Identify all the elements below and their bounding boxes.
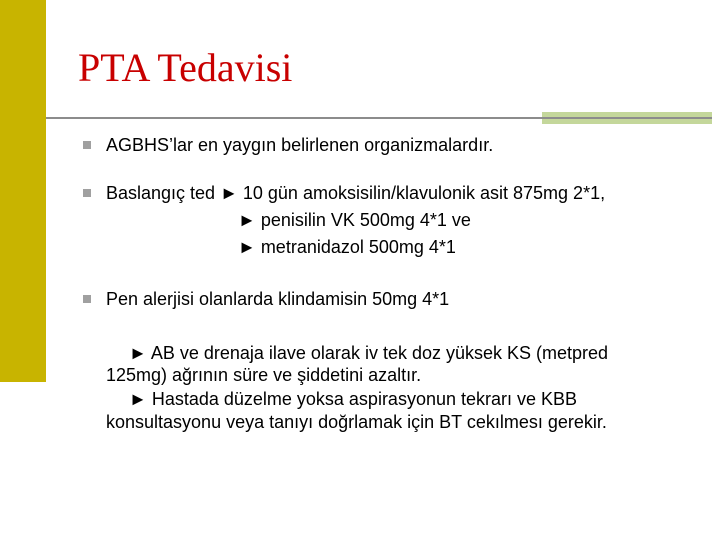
- left-accent-bar: [0, 0, 46, 382]
- bullet-marker-3: [83, 295, 91, 303]
- bullet-text-3: Pen alerjisi olanlarda klindamisin 50mg 4*1: [106, 289, 450, 309]
- bullet-text-1: AGBHS’lar en yaygın belirlenen organizmalardır.: [106, 135, 494, 155]
- bullet-text-2-line-3: ► metranidazol 500mg 4*1: [238, 237, 456, 257]
- bullet-text-2-line-1: Baslangıç ted ► 10 gün amoksisilin/klavulonik asit 875mg 2*1,: [106, 183, 606, 203]
- slide-title: PTA Tedavisi: [78, 45, 293, 90]
- title-rule: [46, 117, 712, 119]
- bullet-marker-1: [83, 141, 91, 149]
- paragraph-line-3: ► Hastada düzelme yoksa aspirasyonun tekrarı ve KBB: [129, 389, 578, 409]
- paragraph-line-1: ► AB ve drenaja ilave olarak iv tek doz yüksek KS (metpred: [129, 343, 609, 363]
- paragraph-line-4: konsultasyonu veya tanıyı doğrlamak için BT cekılmesı gerekir.: [106, 412, 607, 432]
- paragraph-line-2: 125mg) ağrının süre ve şiddetini azaltır.: [106, 365, 422, 385]
- bullet-marker-2: [83, 189, 91, 197]
- bullet-text-2-line-2: ► penisilin VK 500mg 4*1 ve: [238, 210, 471, 230]
